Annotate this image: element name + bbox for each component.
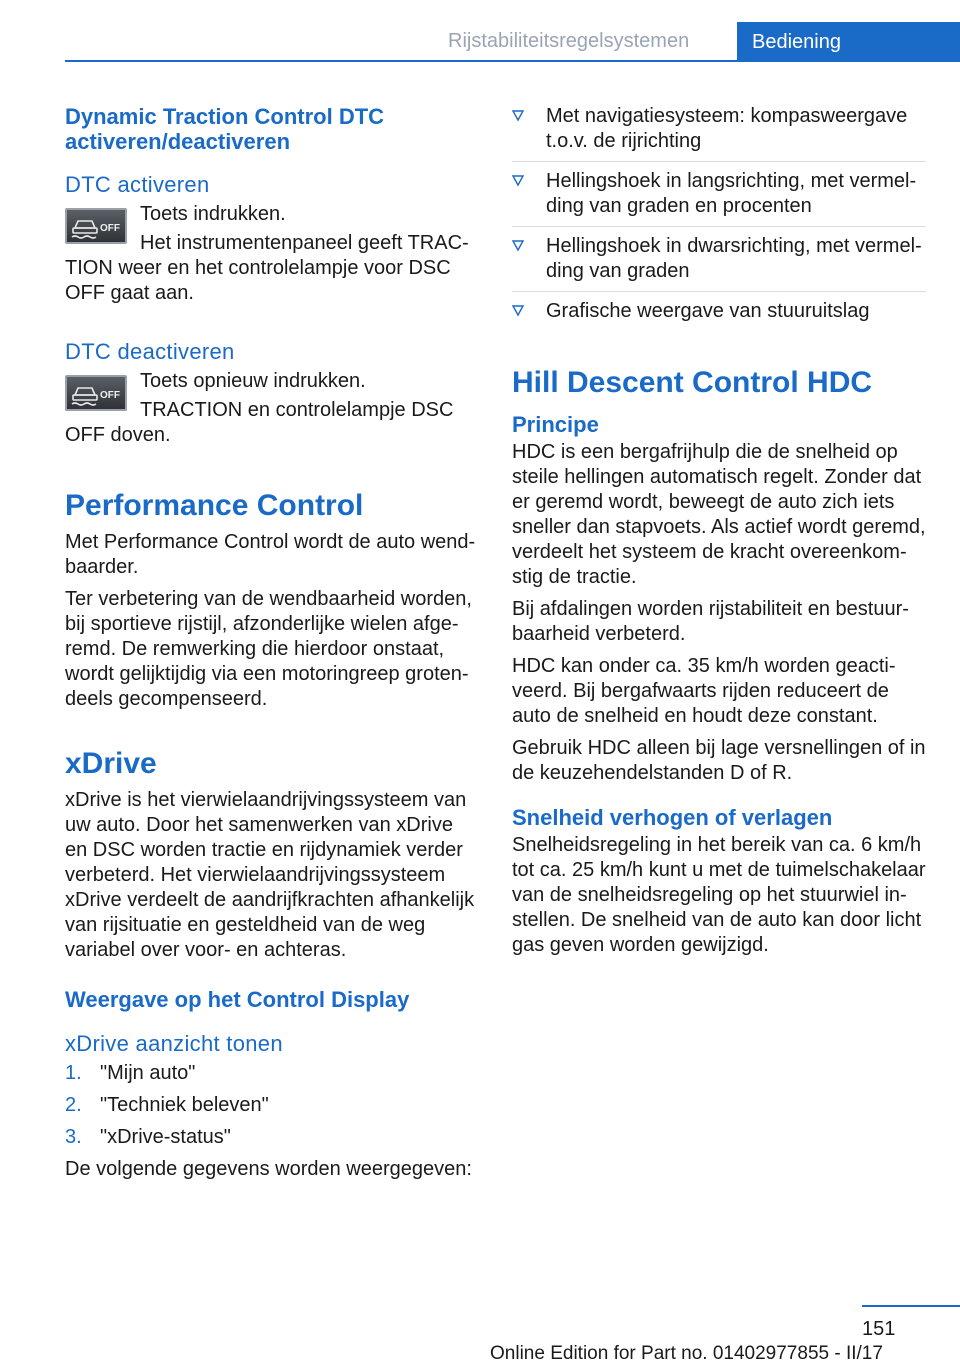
list-item: 1. "Mijn auto": [65, 1062, 196, 1084]
speed-paragraph-1: Snelheidsregeling in het bereik van ca. 6 km/h tot ca. 25 km/h kunt u met de tuimelschakelaar van de snelheidsregeling op het stuurwiel instellen. De snelheid van de auto kan door licht gas geven worden gewijzigd.: [512, 834, 926, 956]
xdrive-steps-list: [65, 1061, 478, 1150]
hdc-paragraph-2: Bij afdalingen worden rijstabiliteit en bestuurbaarheid verbeterd.: [512, 598, 909, 645]
speed-heading: Snelheid verhogen of verlagen: [512, 805, 833, 830]
dtc-on-block: [65, 202, 478, 234]
xdrive-heading: xDrive: [65, 747, 157, 780]
hdc-paragraph-1: HDC is een bergafrijhulp die de snelheid op steile hellingen automatisch regelt. Zonder dat er geremd wordt, beweegt de auto zich iets sneller dan stapvoets. Als actief wordt geremd, verdeelt het systeem de kracht overeenkomstig de tractie.: [512, 441, 926, 588]
dtc-on-step-2: Het instrumentenpaneel geeft TRACTION weer en het controlelampje voor DSC OFF gaat aan.: [65, 232, 469, 304]
hdc-paragraph-3: HDC kan onder ca. 35 km/h worden geactiveerd. Bij bergafwaarts rijden reduceert de auto de snelheid en houdt deze constant.: [512, 655, 896, 727]
performance-paragraph-1: Met Performance Control wordt de auto wendbaarder.: [65, 531, 476, 578]
list-item: 2. "Techniek beleven": [65, 1094, 269, 1116]
triangle-bullet-icon: [512, 110, 524, 122]
triangle-bullet-icon: [512, 305, 524, 317]
principle-heading: Principe: [512, 412, 599, 437]
page-header: [0, 0, 960, 62]
triangle-bullet-icon: [512, 240, 524, 252]
xdrive-data-list: [512, 104, 926, 331]
page-number: 151: [862, 1318, 896, 1340]
hdc-paragraph-4: Gebruik HDC alleen bij lage versnellingen of in de keuzehendelstanden D of R.: [512, 737, 926, 784]
performance-heading: Performance Control: [65, 489, 364, 522]
dtc-title: Dynamic Traction Control DTC activeren/deactiveren: [65, 104, 385, 154]
dtc-off-heading: DTC deactiveren: [65, 339, 235, 364]
steps-after-text: De volgende gegevens worden weergegeven:: [65, 1158, 472, 1180]
left-column: [65, 104, 478, 1189]
dtc-off-button-icon: [65, 208, 127, 244]
list-item: Met navigatiesysteem: kompasweergave t.o.v. de rijrichting: [512, 104, 926, 162]
list-item: Hellingshoek in langsrichting, met vermelding van graden en procenten: [512, 169, 926, 227]
dtc-off-step-1: Toets opnieuw indrukken.: [140, 370, 366, 392]
dtc-off-button-icon-2: [65, 375, 127, 411]
right-column: [512, 104, 926, 965]
performance-paragraph-2: Ter verbetering van de wendbaarheid worden, bij sportieve rijstijl, afzonderlijke wielen afgeremd. De remwerking die hierdoor onstaat, wordt gelijktijdig via een motoringreep grotendeels gecompenseerd.: [65, 588, 472, 710]
list-item: 3. "xDrive-status": [65, 1126, 231, 1148]
dtc-off-block: [65, 369, 478, 401]
hdc-heading: Hill Descent Control HDC: [512, 366, 873, 399]
xdrive-view-heading: xDrive aanzicht tonen: [65, 1031, 283, 1056]
icon-off-label-2: OFF: [100, 390, 120, 401]
header-rule: [65, 60, 960, 62]
xdrive-paragraph-1: xDrive is het vierwielaandrijvingssysteem van uw auto. Door het samenwerken van xDrive en DSC worden tractie en rijdynamiek verder verbeterd. Het vierwielaandrijvingssysteem xDrive verdeelt de aandrijfkrachten afhankelijk van rijsituatie en gesteldheid van de weg variabel over voor- en achteras.: [65, 789, 475, 961]
header-chapter-tab[interactable]: Bediening: [737, 22, 960, 62]
footer-rule: [862, 1305, 960, 1307]
list-item: Hellingshoek in dwarsrichting, met vermelding van graden: [512, 234, 926, 292]
list-item: Grafische weergave van stuuruitslag: [512, 299, 926, 331]
triangle-bullet-icon: [512, 175, 524, 187]
dtc-on-step-1: Toets indrukken.: [140, 203, 286, 225]
dtc-off-step-2: TRACTION en controlelampje DSC OFF doven.: [65, 399, 454, 446]
header-section-title: Rijstabiliteitsregelsystemen: [448, 30, 690, 52]
dtc-on-heading: DTC activeren: [65, 172, 210, 197]
icon-off-label: OFF: [100, 223, 120, 234]
edition-note: Online Edition for Part no. 01402977855 - II/17: [490, 1343, 883, 1364]
control-display-heading: Weergave op het Control Display: [65, 987, 410, 1012]
